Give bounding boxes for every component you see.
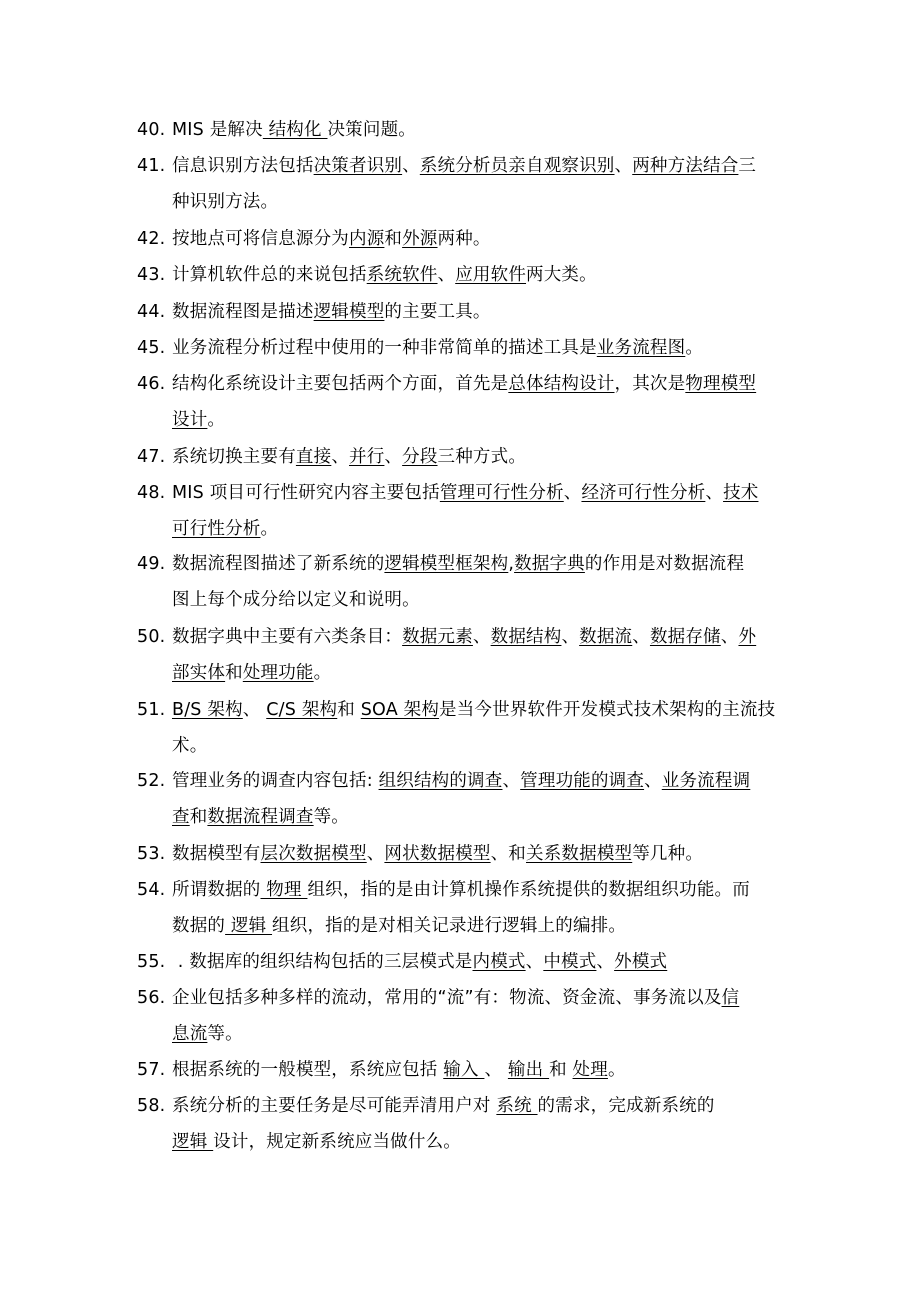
text-segment: 两大类。 [526, 265, 597, 285]
text-segment: 结构化系统设计主要包括两个方面，首先是 [172, 374, 509, 394]
answer-blank: 管理功能的调查 [520, 771, 645, 791]
question-item [137, 475, 787, 547]
answer-blank: 系统软件 [366, 265, 438, 285]
answer-blank: 设计 [172, 410, 208, 430]
text-segment: 术。 [172, 736, 208, 756]
text-segment: ，其次是 [614, 374, 686, 394]
answer-blank: 决策者识别 [313, 156, 403, 176]
text-segment: 、 [484, 1060, 508, 1080]
text-segment: 、 [644, 771, 662, 791]
question-item [137, 546, 787, 618]
answer-blank: 外 [738, 627, 757, 647]
text-segment: 根据系统的一般模型，系统应包括 [172, 1060, 444, 1080]
text-segment: 三种方式。 [437, 447, 527, 467]
text-segment: 管理业务的调查内容包括: [172, 771, 379, 791]
item-number: 42. [137, 229, 166, 249]
item-continuation [137, 511, 787, 547]
text-segment: 等。 [313, 807, 350, 827]
item-continuation [137, 402, 787, 438]
item-text [172, 880, 750, 900]
item-continuation [137, 908, 787, 944]
question-item [137, 1052, 787, 1088]
text-segment: 设计，规定新系统应当做什么。 [213, 1132, 461, 1152]
item-text [172, 483, 758, 503]
answer-blank: 部实体 [172, 663, 226, 683]
item-text [172, 338, 703, 358]
item-text [172, 700, 775, 720]
item-number: 47. [137, 447, 166, 467]
question-item [137, 366, 787, 438]
answer-blank: 数据存储 [649, 627, 721, 647]
answer-blank: 数据流程调查 [207, 807, 314, 827]
text-segment: 种识别方法。 [172, 192, 279, 212]
text-segment: 、和 [490, 844, 527, 864]
text-segment: 等几种。 [632, 844, 704, 864]
text-segment: 按地点可将信息源分为 [172, 229, 349, 249]
item-continuation [137, 799, 787, 835]
answer-blank: 信 [721, 988, 740, 1008]
item-text [172, 120, 416, 140]
item-continuation [137, 582, 787, 618]
text-segment: 企业包括多种多样的流动，常用的“流”有：物流、资金流、事务流以及 [172, 988, 722, 1008]
item-number: 51. [137, 700, 166, 720]
answer-blank: 业务流程调 [661, 771, 751, 791]
text-segment: 数据流程图描述了新系统的 [172, 554, 385, 574]
text-segment: , [508, 554, 515, 574]
text-segment: 是当今世界软件开发模式技术架构的主流技 [439, 700, 776, 720]
question-item [137, 944, 787, 980]
item-number: 49. [137, 554, 166, 574]
text-segment: 、 [402, 156, 420, 176]
answer-blank: 总体结构设计 [508, 374, 615, 394]
text-segment: 和 [549, 1060, 573, 1080]
text-segment: 等。 [207, 1024, 243, 1044]
item-number: 43. [137, 265, 166, 285]
item-text [172, 844, 703, 864]
item-number: 45. [137, 338, 166, 358]
text-segment: 组织，指的是对相关记录进行逻辑上的编排。 [272, 916, 627, 936]
text-segment: 、 [720, 627, 739, 647]
text-segment: 组织，指的是由计算机操作系统提供的数据组织功能。而 [307, 880, 750, 900]
item-number: 57. [137, 1060, 166, 1080]
text-segment: 计算机软件总的来说包括 [172, 265, 367, 285]
text-segment: 和 [337, 700, 361, 720]
text-segment: 。 [260, 519, 279, 539]
question-item [137, 257, 787, 293]
text-segment: 三 [738, 156, 757, 176]
text-segment: 数据字典中主要有六类条目： [172, 627, 403, 647]
text-segment: 的主要工具。 [384, 302, 491, 322]
item-text [172, 374, 756, 394]
answer-blank: 业务流程图 [596, 338, 686, 358]
question-item [137, 619, 787, 691]
text-segment: 数据流程图是描述 [172, 302, 314, 322]
answer-blank: 物理 [260, 880, 308, 900]
text-segment: 、 [561, 627, 580, 647]
answer-blank: 结构化 [262, 120, 328, 140]
answer-blank: 外源 [402, 229, 438, 249]
text-segment: 、 [632, 627, 650, 647]
text-segment: 、 [502, 771, 521, 791]
item-text [172, 554, 744, 574]
text-segment: 决策问题。 [327, 120, 416, 140]
answer-blank: 物理模型 [685, 374, 757, 394]
question-item [137, 439, 787, 475]
answer-blank: 应用软件 [455, 265, 527, 285]
question-item [137, 692, 787, 764]
item-number: 58. [137, 1096, 166, 1116]
text-segment: . 数据库的组织结构包括的三层模式是 [172, 952, 473, 972]
text-segment: 和 [384, 229, 403, 249]
text-segment: 、 [366, 844, 385, 864]
question-item [137, 294, 787, 330]
answer-blank: 数据流 [579, 627, 633, 647]
answer-blank: 关系数据模型 [526, 844, 633, 864]
text-segment: 。 [207, 410, 226, 430]
text-segment: 。 [607, 1060, 626, 1080]
item-text [172, 952, 667, 972]
text-segment: 和 [225, 663, 243, 683]
answer-blank: 中模式 [543, 952, 597, 972]
item-number: 48. [137, 483, 166, 503]
text-segment: 所谓数据的 [172, 880, 261, 900]
item-continuation [137, 1016, 787, 1052]
item-text [172, 627, 756, 647]
question-item [137, 221, 787, 257]
question-item [137, 330, 787, 366]
text-segment: MIS 项目可行性研究内容主要包括 [172, 483, 440, 503]
text-segment: 。 [313, 663, 332, 683]
item-number: 54. [137, 880, 166, 900]
item-text [172, 771, 750, 791]
item-text [172, 302, 491, 322]
answer-blank: 输出 [507, 1060, 550, 1080]
answer-blank: 经济可行性分析 [581, 483, 706, 503]
item-continuation [137, 1124, 787, 1160]
answer-blank: 逻辑模型框架构 [384, 554, 509, 574]
item-text [172, 1060, 626, 1080]
answer-blank: C/S 架构 [266, 700, 338, 720]
item-continuation [137, 655, 787, 691]
question-item [137, 1088, 787, 1160]
answer-blank: 分段 [402, 447, 438, 467]
answer-blank: SOA 架构 [360, 700, 440, 720]
item-continuation [137, 184, 787, 220]
text-segment: 系统分析的主要任务是尽可能弄清用户对 [172, 1096, 497, 1116]
item-number: 53. [137, 844, 166, 864]
text-segment: 、 [596, 952, 615, 972]
answer-blank: 技术 [723, 483, 759, 503]
question-item [137, 148, 787, 220]
item-continuation [137, 728, 787, 764]
item-number: 55. [137, 952, 166, 972]
answer-blank: 处理功能 [242, 663, 314, 683]
item-text [172, 229, 491, 249]
item-number: 40. [137, 120, 166, 140]
text-segment: 、 [437, 265, 456, 285]
question-item [137, 836, 787, 872]
question-item [137, 980, 787, 1052]
answer-blank: 内源 [349, 229, 385, 249]
answer-blank: 数据元素 [402, 627, 473, 647]
text-segment: 系统切换主要有 [172, 447, 296, 467]
item-text [172, 1096, 715, 1116]
answer-blank: 逻辑 [172, 1132, 214, 1152]
answer-blank: 管理可行性分析 [439, 483, 564, 503]
text-segment: 、 [384, 447, 403, 467]
text-segment: 、 [242, 700, 267, 720]
answer-blank: 层次数据模型 [260, 844, 367, 864]
item-number: 52. [137, 771, 166, 791]
text-segment: 的作用是对数据流程 [584, 554, 745, 574]
answer-blank: 逻辑 [225, 916, 273, 936]
answer-blank: 系统分析员亲自观察识别 [419, 156, 615, 176]
answer-blank: 数据结构 [490, 627, 562, 647]
answer-blank: 网状数据模型 [384, 844, 491, 864]
item-text [172, 988, 739, 1008]
item-number: 44. [137, 302, 166, 322]
item-text [172, 265, 597, 285]
item-number: 56. [137, 988, 166, 1008]
answer-blank: 组织结构的调查 [378, 771, 503, 791]
answer-blank: 两种方法结合 [632, 156, 739, 176]
answer-blank: 并行 [349, 447, 385, 467]
text-segment: 、 [705, 483, 724, 503]
text-segment: 数据模型有 [172, 844, 261, 864]
question-item [137, 763, 787, 835]
answer-blank: 可行性分析 [172, 519, 261, 539]
answer-blank: 外模式 [614, 952, 668, 972]
answer-blank: 息流 [172, 1024, 208, 1044]
text-segment: 、 [331, 447, 350, 467]
answer-blank: 数据字典 [514, 554, 585, 574]
text-segment: 数据的 [172, 916, 226, 936]
item-number: 41. [137, 156, 166, 176]
text-segment: 和 [189, 807, 208, 827]
answer-blank: 直接 [295, 447, 332, 467]
text-segment: 、 [472, 627, 491, 647]
answer-blank: 查 [172, 807, 190, 827]
text-segment: 、 [563, 483, 582, 503]
item-number: 50. [137, 627, 166, 647]
answer-blank: B/S 架构 [172, 700, 243, 720]
answer-blank: 逻辑模型 [313, 302, 385, 322]
text-segment: 的需求，完成新系统的 [537, 1096, 715, 1116]
answer-blank: 内模式 [472, 952, 526, 972]
text-segment: 两种。 [437, 229, 491, 249]
text-segment: 。 [685, 338, 704, 358]
answer-blank: 系统 [496, 1096, 538, 1116]
answer-blank: 输入 [443, 1060, 485, 1080]
text-segment: 、 [614, 156, 633, 176]
text-segment: 图上每个成分给以定义和说明。 [172, 590, 420, 610]
question-item [137, 872, 787, 944]
text-segment: 信息识别方法包括 [172, 156, 314, 176]
answer-blank: 处理 [572, 1060, 608, 1080]
item-text [172, 447, 526, 467]
text-segment: MIS 是解决 [172, 120, 263, 140]
item-text [172, 156, 756, 176]
question-item [137, 112, 787, 148]
text-segment: 、 [525, 952, 544, 972]
item-number: 46. [137, 374, 166, 394]
text-segment: 业务流程分析过程中使用的一种非常简单的描述工具是 [172, 338, 597, 358]
